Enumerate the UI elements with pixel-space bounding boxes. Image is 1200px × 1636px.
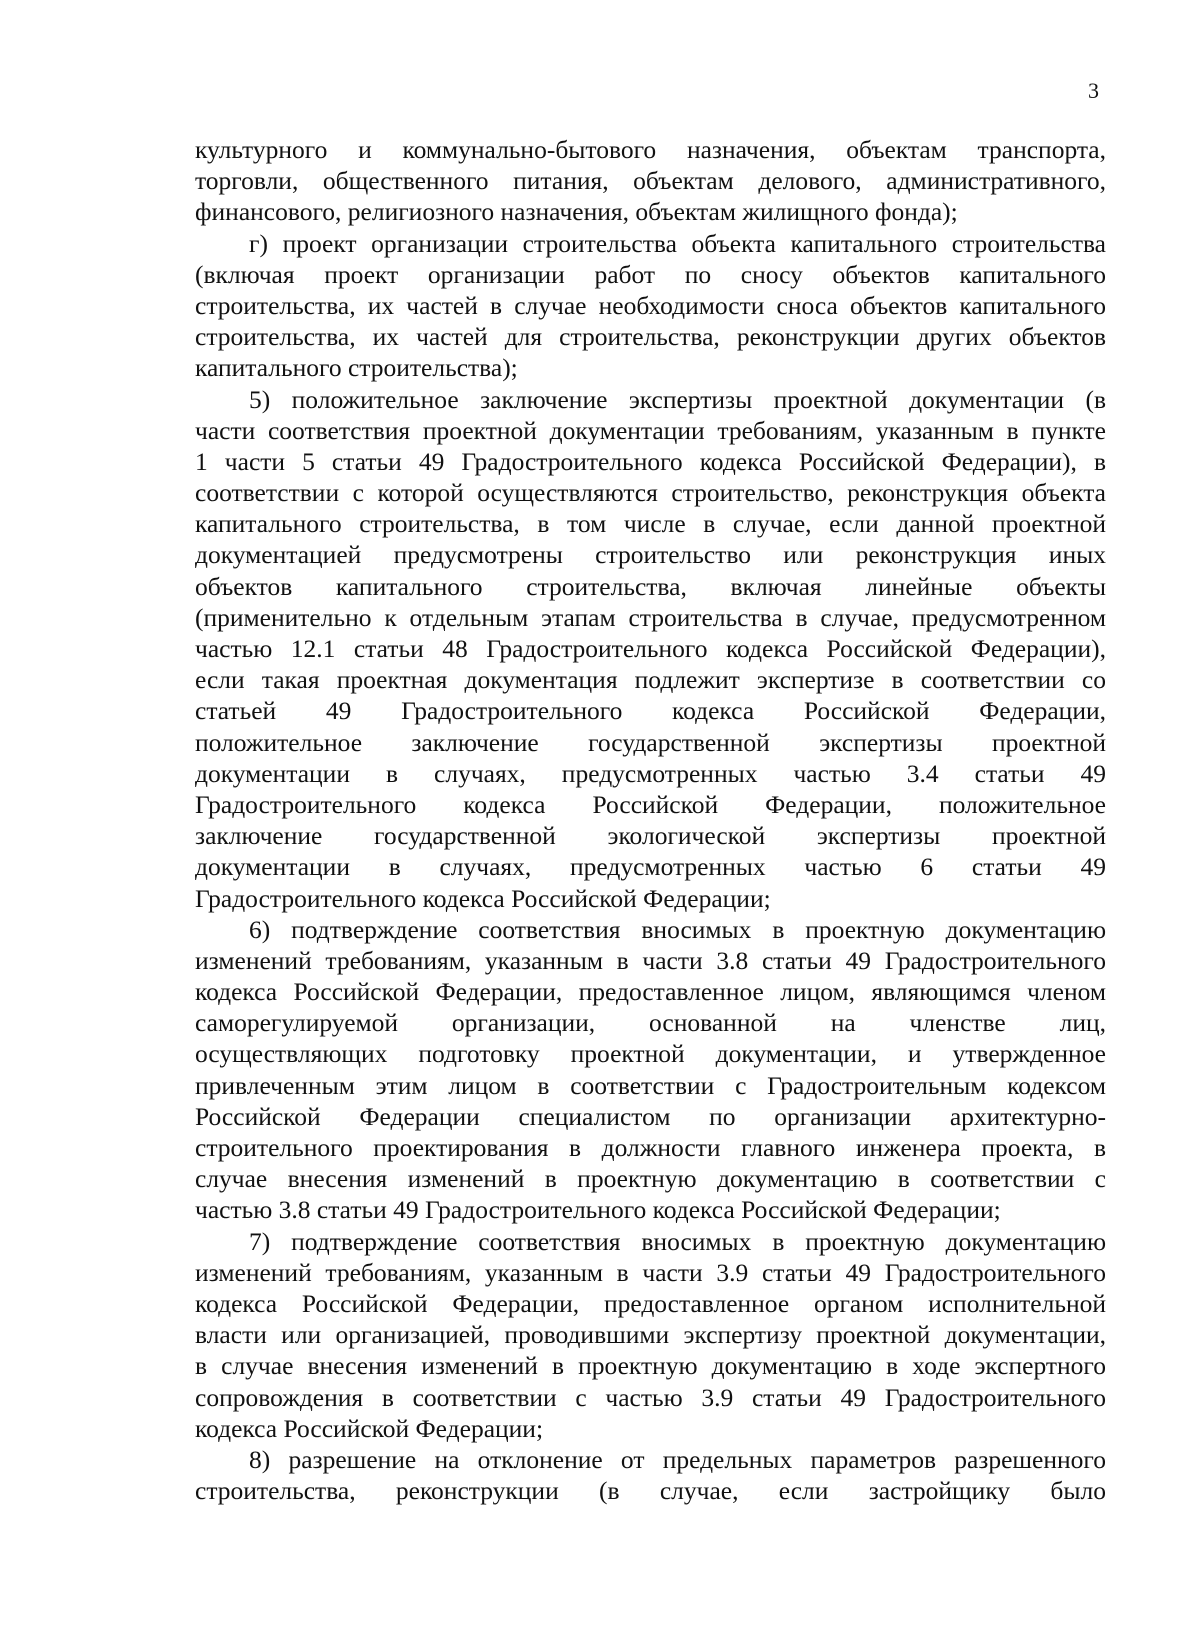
- text-line: осуществляющих подготовку проектной документации, и утвержденное: [195, 1039, 1106, 1069]
- page-number: 3: [1088, 78, 1099, 103]
- text-line: строительства, их частей для строительства, реконструкции других объектов: [195, 322, 1106, 352]
- text-line: 8) разрешение на отклонение от предельных параметров разрешенного: [249, 1444, 1106, 1474]
- text-line: 5) положительное заключение экспертизы проектной документации (в: [249, 384, 1106, 414]
- text-line: (включая проект организации работ по сносу объектов капитального: [195, 259, 1106, 289]
- text-line: 1 части 5 статьи 49 Градостроительного кодекса Российской Федерации), в: [195, 446, 1106, 476]
- text-line: (применительно к отдельным этапам строительства в случае, предусмотренном: [195, 602, 1106, 632]
- text-line: Градостроительного кодекса Российской Федерации;: [195, 883, 771, 913]
- text-line: документацией предусмотрены строительство или реконструкция иных: [195, 540, 1106, 570]
- text-line: Градостроительного кодекса Российской Федерации, положительное: [195, 789, 1106, 819]
- text-line: капитального строительства);: [195, 353, 518, 383]
- text-line: соответствии с которой осуществляются строительство, реконструкция объекта: [195, 478, 1106, 508]
- text-line: 7) подтверждение соответствия вносимых в проектную документацию: [249, 1226, 1106, 1256]
- text-line: капитального строительства, в том числе в случае, если данной проектной: [195, 509, 1106, 539]
- text-line: Российской Федерации специалистом по организации архитектурно-: [195, 1101, 1106, 1131]
- text-line: строительства, реконструкции (в случае, если застройщику было: [195, 1476, 1106, 1506]
- text-line: 6) подтверждение соответствия вносимых в проектную документацию: [249, 914, 1106, 944]
- text-line: объектов капитального строительства, включая линейные объекты: [195, 571, 1106, 601]
- text-line: кодекса Российской Федерации;: [195, 1413, 544, 1443]
- text-line: привлеченным этим лицом в соответствии с Градостроительным кодексом: [195, 1070, 1106, 1100]
- text-line: если такая проектная документация подлежит экспертизе в соответствии со: [195, 665, 1106, 695]
- text-line: строительного проектирования в должности главного инженера проекта, в: [195, 1133, 1106, 1162]
- text-line: кодекса Российской Федерации, предоставленное лицом, являющимся членом: [195, 977, 1106, 1007]
- text-line: кодекса Российской Федерации, предоставленное органом исполнительной: [195, 1288, 1106, 1318]
- text-line: заключение государственной экологической экспертизы проектной: [195, 821, 1106, 851]
- text-line: торговли, общественного питания, объектам делового, административного,: [195, 166, 1106, 196]
- text-line: культурного и коммунально-бытового назначения, объектам транспорта,: [195, 135, 1106, 164]
- text-line: власти или организацией, проводившими экспертизу проектной документации,: [195, 1320, 1106, 1350]
- text-line: строительства, их частей в случае необходимости сноса объектов капитального: [195, 290, 1106, 320]
- text-line: в случае внесения изменений в проектную документацию в ходе экспертного: [195, 1351, 1106, 1381]
- text-line: г) проект организации строительства объекта капитального строительства: [249, 228, 1106, 258]
- text-line: сопровождения в соответствии с частью 3.9 статьи 49 Градостроительного: [195, 1382, 1106, 1412]
- text-line: части соответствия проектной документации требованиям, указанным в пункте: [195, 415, 1106, 445]
- text-line: положительное заключение государственной экспертизы проектной: [195, 727, 1106, 757]
- text-line: изменений требованиям, указанным в части 3.8 статьи 49 Градостроительного: [195, 945, 1106, 975]
- text-line: случае внесения изменений в проектную документацию в соответствии с: [195, 1164, 1106, 1194]
- text-line: документации в случаях, предусмотренных частью 3.4 статьи 49: [195, 758, 1106, 788]
- text-line: статьей 49 Градостроительного кодекса Российской Федерации,: [195, 696, 1106, 726]
- text-line: частью 3.8 статьи 49 Градостроительного кодекса Российской Федерации;: [195, 1195, 1001, 1225]
- text-line: изменений требованиям, указанным в части 3.9 статьи 49 Градостроительного: [195, 1257, 1106, 1287]
- text-line: саморегулируемой организации, основанной на членстве лиц,: [195, 1008, 1106, 1038]
- text-line: документации в случаях, предусмотренных частью 6 статьи 49: [195, 852, 1106, 882]
- text-line: финансового, религиозного назначения, объектам жилищного фонда);: [195, 197, 958, 227]
- document-body: [195, 134, 1106, 1506]
- text-line: частью 12.1 статьи 48 Градостроительного кодекса Российской Федерации),: [195, 634, 1106, 663]
